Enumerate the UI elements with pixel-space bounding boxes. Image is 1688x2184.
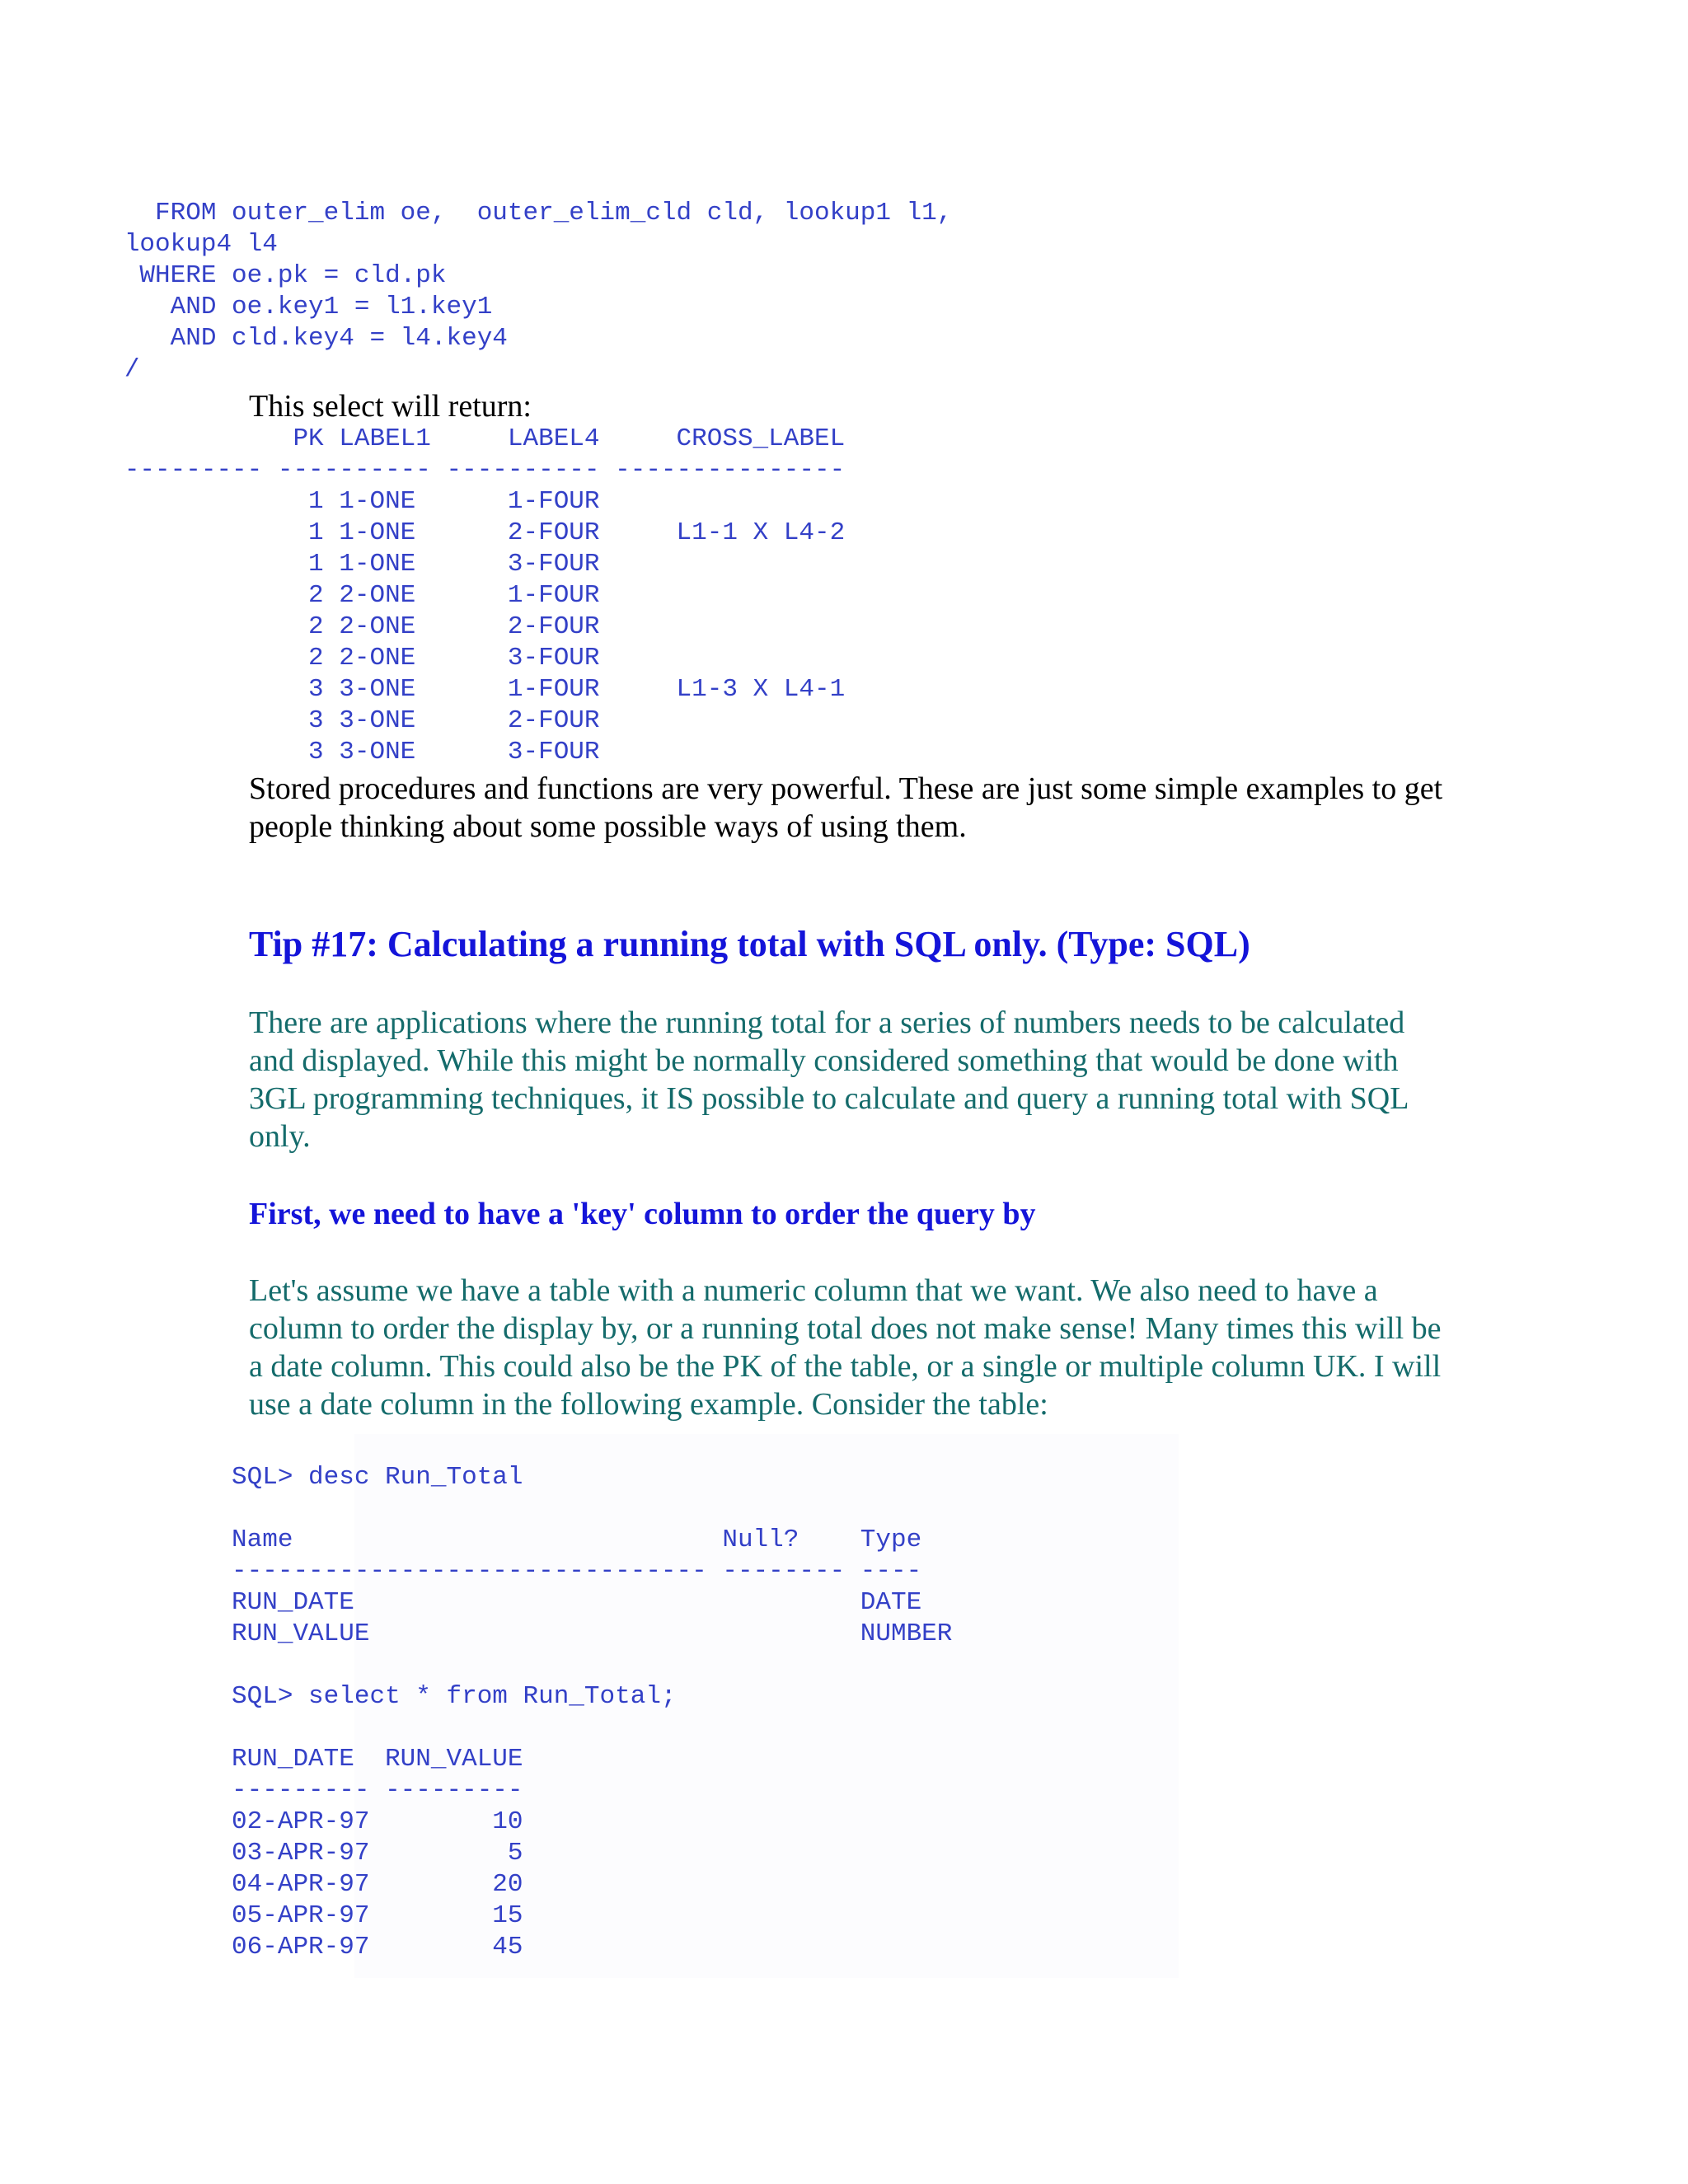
- code-line: /: [2, 355, 140, 384]
- sql-query-code: [2, 198, 952, 386]
- result-row: 3 3-ONE 1-FOUR L1-3 X L4-1: [2, 675, 846, 704]
- assume-paragraph: Let's assume we have a table with a numeric column that we want. We also need to have a column to order the display by, or a running total does not make sense! Many times this will be a date column. This could also be the PK of the table, or a single or multiple column UK. I will use a date column in the following example. Consider the table:: [249, 1273, 1442, 1422]
- result-row: 3 3-ONE 3-FOUR: [2, 738, 600, 766]
- code-line: 02-APR-97 10: [2, 1807, 523, 1836]
- code-line: WHERE oe.pk = cld.pk: [2, 261, 447, 290]
- result-row: 1 1-ONE 3-FOUR: [2, 550, 600, 579]
- tip-heading: Tip #17: Calculating a running total with SQL only. (Type: SQL): [249, 924, 1250, 964]
- code-line: FROM outer_elim oe, outer_elim_cld cld, lookup1 l1,: [2, 199, 953, 227]
- result-row: 2 2-ONE 2-FOUR: [2, 612, 600, 641]
- result-header-row: PK LABEL1 LABEL4 CROSS_LABEL: [2, 424, 846, 453]
- subheading: First, we need to have a 'key' column to order the query by: [249, 1197, 1036, 1231]
- code-line: 05-APR-97 15: [2, 1901, 523, 1930]
- result-separator-row: --------- ---------- ---------- ---------------: [2, 456, 846, 485]
- code-line: 03-APR-97 5: [2, 1839, 523, 1868]
- code-line: AND oe.key1 = l1.key1: [2, 293, 493, 321]
- code-line: RUN_DATE RUN_VALUE: [2, 1745, 523, 1774]
- code-line: SQL> desc Run_Total: [2, 1463, 523, 1492]
- result-row: 2 2-ONE 3-FOUR: [2, 644, 600, 673]
- code-line: --------- ---------: [2, 1776, 523, 1805]
- result-row: 1 1-ONE 2-FOUR L1-1 X L4-2: [2, 518, 846, 547]
- code-line: lookup4 l4: [2, 230, 278, 259]
- code-line: ------------------------------- -------- ----: [2, 1557, 922, 1586]
- result-row: 3 3-ONE 2-FOUR: [2, 706, 600, 735]
- code-line: AND cld.key4 = l4.key4: [2, 324, 508, 353]
- code-line: 06-APR-97 45: [2, 1933, 523, 1961]
- intro-paragraph: There are applications where the running total for a series of numbers needs to be calculated and displayed. While this might be normally considered something that would be done with 3GL programming techniques, it IS possible to calculate and query a running total with SQL only.: [249, 1005, 1409, 1154]
- result-row: 2 2-ONE 1-FOUR: [2, 581, 600, 610]
- result-row: 1 1-ONE 1-FOUR: [2, 487, 600, 516]
- stored-procedures-paragraph: Stored procedures and functions are very powerful. These are just some simple examples to get people thinking about some possible ways of using them.: [249, 771, 1443, 844]
- code-line: 04-APR-97 20: [2, 1870, 523, 1899]
- run-total-code: [2, 1462, 952, 1963]
- select-return-text: This select will return:: [249, 389, 532, 424]
- code-line: SQL> select * from Run_Total;: [2, 1682, 677, 1711]
- result-table: [2, 424, 845, 768]
- code-line: RUN_DATE DATE: [2, 1588, 922, 1617]
- code-line: Name Null? Type: [2, 1526, 922, 1554]
- code-line: RUN_VALUE NUMBER: [2, 1619, 953, 1648]
